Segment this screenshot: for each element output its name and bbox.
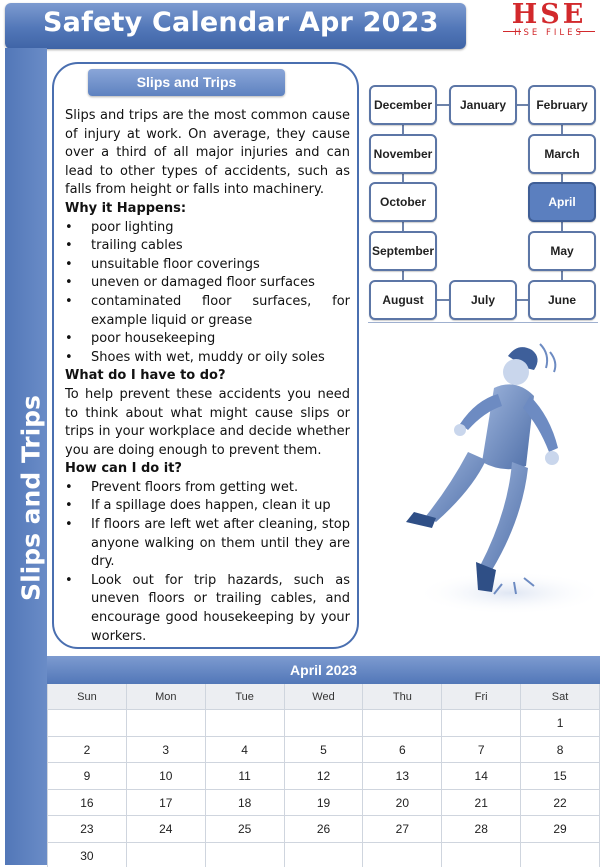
why-heading: Why it Happens:	[65, 200, 187, 216]
list-item: • If a spillage does happen, clean it up	[65, 497, 350, 516]
list-item: • contaminated floor surfaces, for example liquid or grease	[65, 293, 350, 330]
weekday-header: Sun	[48, 684, 127, 710]
weekday-header: Wed	[285, 684, 364, 710]
header-banner	[5, 3, 466, 49]
calendar-day-cell	[206, 710, 285, 737]
calendar-day-cell	[48, 710, 127, 737]
calendar-day-cell	[442, 843, 521, 867]
calendar-day-cell: 18	[206, 790, 285, 817]
calendar-day-cell: 12	[285, 763, 364, 790]
calendar-day-cell	[363, 843, 442, 867]
list-item: • poor housekeeping	[65, 330, 350, 349]
calendar-day-cell: 24	[127, 816, 206, 843]
calendar-grid	[47, 684, 600, 867]
calendar-day-cell	[127, 843, 206, 867]
how-heading: How can I do it?	[65, 461, 182, 477]
weekday-header: Tue	[206, 684, 285, 710]
article-panel	[52, 62, 359, 649]
list-item: • trailing cables	[65, 237, 350, 256]
side-banner-text: Slips and Trips	[16, 395, 46, 601]
weekday-header: Thu	[363, 684, 442, 710]
article-body	[65, 107, 350, 646]
article-title: Slips and Trips	[88, 69, 285, 96]
what-heading: What do I have to do?	[65, 368, 226, 384]
month-february: February	[528, 85, 596, 125]
weekday-header: Mon	[127, 684, 206, 710]
list-item: • If floors are left wet after cleaning, stop anyone walking on them until they are dry.	[65, 516, 350, 572]
calendar-day-cell: 4	[206, 737, 285, 764]
month-december: December	[369, 85, 437, 125]
calendar-day-cell: 10	[127, 763, 206, 790]
list-item: • uneven or damaged floor surfaces	[65, 274, 350, 293]
calendar-day-cell	[363, 710, 442, 737]
list-item: • poor lighting	[65, 219, 350, 238]
calendar-day-cell: 1	[521, 710, 600, 737]
calendar-day-cell: 8	[521, 737, 600, 764]
calendar-day-cell: 23	[48, 816, 127, 843]
calendar-day-cell: 15	[521, 763, 600, 790]
what-paragraph: To help prevent these accidents you need to think about what might cause slips or trips in your workplace and decide whether you are doing enough to prevent them.	[65, 386, 350, 458]
list-item: • Shoes with wet, muddy or oily soles	[65, 349, 350, 368]
month-november: November	[369, 134, 437, 174]
page-title: Safety Calendar Apr 2023	[43, 7, 439, 38]
calendar-day-cell: 13	[363, 763, 442, 790]
list-item: • Prevent floors from getting wet.	[65, 479, 350, 498]
month-may: May	[528, 231, 596, 271]
calendar-day-cell: 28	[442, 816, 521, 843]
worker-slipping-illustration	[390, 338, 600, 623]
calendar-day-cell	[285, 710, 364, 737]
intro-paragraph: Slips and trips are the most common cause of injury at work. On average, they cause over a third of all major injuries and can lead to other types of accidents, such as falls from height or falls into machinery.	[65, 108, 350, 198]
calendar-day-cell	[442, 710, 521, 737]
calendar-day-cell	[285, 843, 364, 867]
calendar-day-cell: 2	[48, 737, 127, 764]
calendar-day-cell: 21	[442, 790, 521, 817]
calendar-title: April 2023	[47, 656, 600, 684]
hse-files-logo	[503, 2, 595, 42]
connector-line	[437, 104, 449, 106]
calendar-day-cell	[521, 843, 600, 867]
calendar-day-cell: 6	[363, 737, 442, 764]
month-august: August	[369, 280, 437, 320]
connector-line	[437, 299, 449, 301]
calendar-day-cell: 5	[285, 737, 364, 764]
list-item: • unsuitable floor coverings	[65, 256, 350, 275]
calendar-day-cell: 25	[206, 816, 285, 843]
calendar-day-cell: 27	[363, 816, 442, 843]
month-january: January	[449, 85, 517, 125]
calendar-day-cell	[127, 710, 206, 737]
calendar-day-cell: 17	[127, 790, 206, 817]
calendar-day-cell	[206, 843, 285, 867]
calendar-day-cell: 26	[285, 816, 364, 843]
month-june: June	[528, 280, 596, 320]
calendar-day-cell: 3	[127, 737, 206, 764]
logo-mark: HSE	[511, 0, 587, 30]
why-list	[65, 219, 350, 368]
calendar-day-cell: 22	[521, 790, 600, 817]
calendar-day-cell: 20	[363, 790, 442, 817]
month-april: April	[528, 182, 596, 222]
calendar-day-cell: 11	[206, 763, 285, 790]
calendar-day-cell: 30	[48, 843, 127, 867]
calendar-day-cell: 29	[521, 816, 600, 843]
month-september: September	[369, 231, 437, 271]
divider-line	[368, 322, 598, 323]
month-october: October	[369, 182, 437, 222]
calendar-day-cell: 14	[442, 763, 521, 790]
calendar-day-cell: 16	[48, 790, 127, 817]
weekday-header: Fri	[442, 684, 521, 710]
calendar-day-cell: 9	[48, 763, 127, 790]
how-list	[65, 479, 350, 646]
logo-subtitle: HSE FILES	[514, 28, 584, 38]
list-item: • Look out for trip hazards, such as uneven floors or trailing cables, and encourage good housekeeping by your workers.	[65, 572, 350, 646]
calendar-day-cell: 19	[285, 790, 364, 817]
weekday-header: Sat	[521, 684, 600, 710]
month-july: July	[449, 280, 517, 320]
calendar-day-cell: 7	[442, 737, 521, 764]
side-banner	[5, 48, 47, 865]
month-march: March	[528, 134, 596, 174]
